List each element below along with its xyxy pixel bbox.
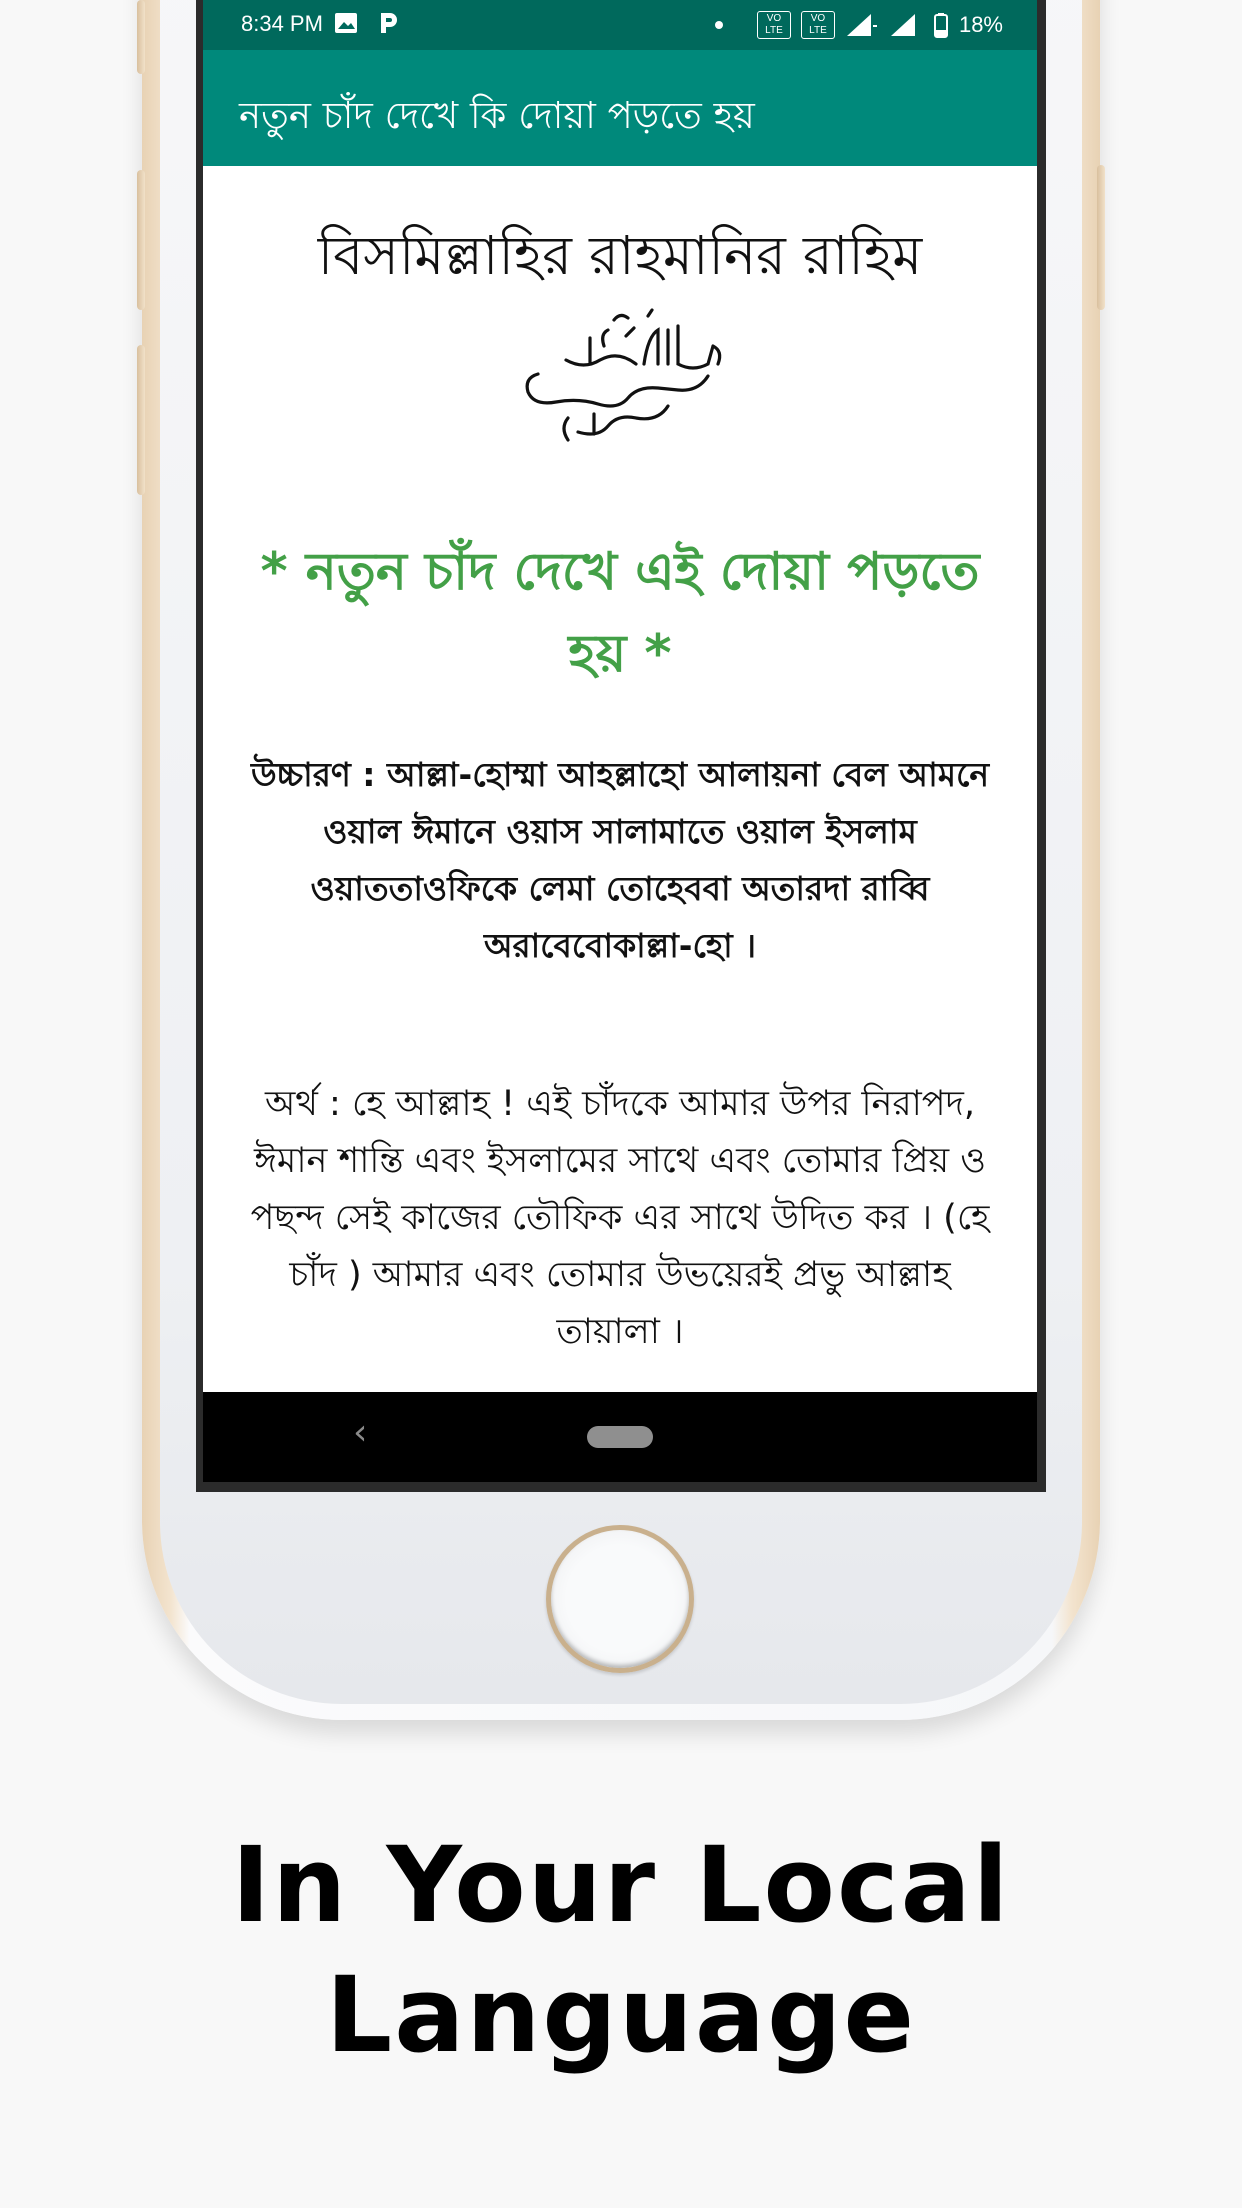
image-icon <box>333 10 359 36</box>
mute-switch <box>137 170 145 310</box>
status-time: 8:34 PM <box>241 11 323 36</box>
page-title: নতুন চাঁদ দেখে কি দোয়া পড়তে হয় <box>239 94 755 137</box>
signal-icon <box>845 12 879 38</box>
dot-icon <box>713 12 725 38</box>
volume-up-button <box>137 0 145 74</box>
home-pill-button[interactable] <box>587 1426 653 1448</box>
battery-icon <box>933 12 949 38</box>
p-app-icon <box>375 10 401 36</box>
power-button <box>1097 165 1105 310</box>
signal-icon <box>889 12 923 38</box>
bismillah-heading: বিসমিল্লাহির রাহমানির রাহিম <box>317 224 923 287</box>
content-area[interactable] <box>203 166 1037 1392</box>
volte2-icon: VO LTE <box>801 11 835 39</box>
instruction-heading: * নতুন চাঁদ দেখে এই দোয়া পড়তে হয় * <box>260 542 980 684</box>
promo-caption <box>0 1820 1242 2080</box>
phone-screen <box>203 0 1037 1482</box>
navigation-bar <box>203 1392 1037 1482</box>
pronunciation-text: উচ্চারণ : আল্লা-হোম্মা আহল্লাহো আলায়না বেল আমনে ওয়াল ঈমানে ওয়াস সালামাতে ওয়াল ইসলাম ওয়াততাওফিকে লেমা তোহেববা অতারদা রাব্বি অরাবেবোকাল্লা-হো । <box>250 755 990 965</box>
app-bar <box>203 50 1037 166</box>
caption-line-1: In Your Local <box>231 1824 1011 1946</box>
phone-home-button <box>546 1525 694 1673</box>
meaning-text: অর্থ : হে আল্লাহ ! এই চাঁদকে আমার উপর নিরাপদ, ঈমান শান্তি এবং ইসলামের সাথে এবং তোমার প্রিয় ও পছন্দ সেই কাজের তৌফিক এর সাথে উদিত কর । (হে চাঁদ ) আমার এবং তোমার উভয়েরই প্রভু আল্লাহ তায়ালা । <box>250 1084 990 1352</box>
volte1-icon: VO LTE <box>757 11 791 39</box>
caption-line-2: Language <box>325 1954 917 2076</box>
status-bar <box>203 0 1037 50</box>
volume-down-button <box>137 345 145 495</box>
bismillah-calligraphy <box>508 306 738 446</box>
battery-level: 18% <box>958 12 1003 37</box>
back-icon[interactable]: ‹ <box>353 1412 368 1453</box>
status-right-icons <box>713 11 1003 39</box>
